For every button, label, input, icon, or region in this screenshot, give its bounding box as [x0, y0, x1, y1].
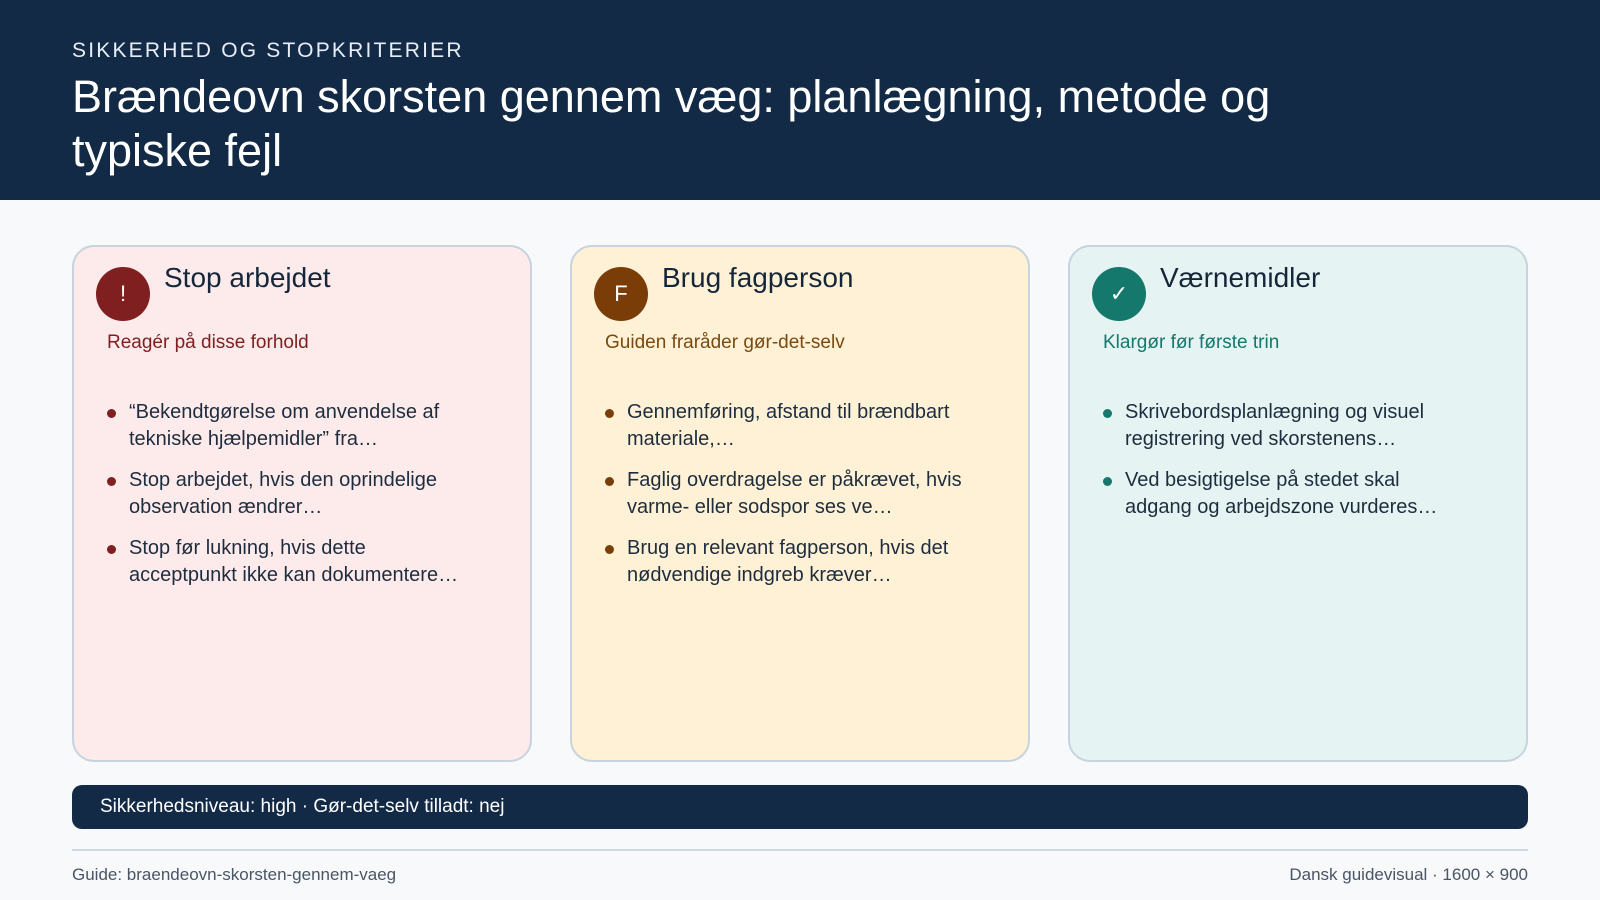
list-item-text: Skrivebordsplanlægning og visuel registrering ved skorstenens…	[1125, 401, 1425, 450]
list-item-text: “Bekendtgørelse om anvendelse af tekniske hjælpemidler” fra…	[129, 401, 440, 450]
eyebrow-label: SIKKERHED OG STOPKRITERIER	[72, 39, 464, 62]
bullet-dot-icon	[107, 409, 116, 418]
list-item	[605, 467, 965, 521]
footer-guide-slug: Guide: braendeovn-skorsten-gennem-vaeg	[72, 865, 397, 884]
bullet-list	[107, 399, 508, 589]
card-row	[72, 245, 1528, 762]
bullet-dot-icon	[107, 545, 116, 554]
list-item	[605, 399, 965, 453]
warning-icon: !	[96, 267, 150, 321]
list-item	[1103, 399, 1463, 453]
card-title: Stop arbejdet	[164, 262, 331, 293]
card-header	[1092, 262, 1504, 321]
card-header	[96, 262, 508, 321]
bullet-dot-icon	[605, 545, 614, 554]
bullet-dot-icon	[1103, 477, 1112, 486]
bullet-list	[605, 399, 1006, 589]
card-subtitle: Reagér på disse forhold	[107, 332, 309, 353]
bullet-dot-icon	[1103, 409, 1112, 418]
footer-divider	[72, 849, 1528, 851]
bullet-dot-icon	[605, 477, 614, 486]
list-item	[1103, 467, 1463, 521]
card-subtitle: Klargør før første trin	[1103, 332, 1280, 353]
list-item-text: Gennemføring, afstand til brændbart materiale,…	[627, 401, 950, 450]
list-item	[107, 535, 467, 589]
list-item	[605, 535, 965, 589]
list-item-text: Stop før lukning, hvis dette acceptpunkt ikke kan dokumentere…	[129, 537, 459, 586]
bullet-list	[1103, 399, 1504, 521]
header-banner	[0, 0, 1600, 200]
list-item	[107, 467, 467, 521]
card-stop-work	[72, 245, 532, 762]
card-use-professional	[570, 245, 1030, 762]
list-item-text: Brug en relevant fagperson, hvis det nødvendige indgreb kræver…	[627, 537, 949, 586]
bullet-dot-icon	[107, 477, 116, 486]
list-item-text: Ved besigtigelse på stedet skal adgang og arbejdszone vurderes…	[1125, 469, 1438, 518]
safety-status-text: Sikkerhedsniveau: high · Gør-det-selv tilladt: nej	[100, 796, 505, 817]
footer-visual-info: Dansk guidevisual · 1600 × 900	[1289, 865, 1528, 884]
card-subtitle: Guiden fraråder gør-det-selv	[605, 332, 845, 353]
card-title: Værnemidler	[1160, 262, 1321, 293]
card-title: Brug fagperson	[662, 262, 854, 293]
page-title: Brændeovn skorsten gennem væg: planlægning, metode og typiske fejl	[72, 71, 1271, 176]
safety-status-bar	[72, 785, 1528, 829]
checkmark-icon: ✓	[1092, 267, 1146, 321]
card-protective-equipment	[1068, 245, 1528, 762]
professional-letter-icon: F	[594, 267, 648, 321]
list-item-text: Faglig overdragelse er påkrævet, hvis varme- eller sodspor ses ve…	[627, 469, 962, 518]
card-header	[594, 262, 1006, 321]
list-item	[107, 399, 467, 453]
list-item-text: Stop arbejdet, hvis den oprindelige observation ændrer…	[129, 469, 437, 518]
bullet-dot-icon	[605, 409, 614, 418]
